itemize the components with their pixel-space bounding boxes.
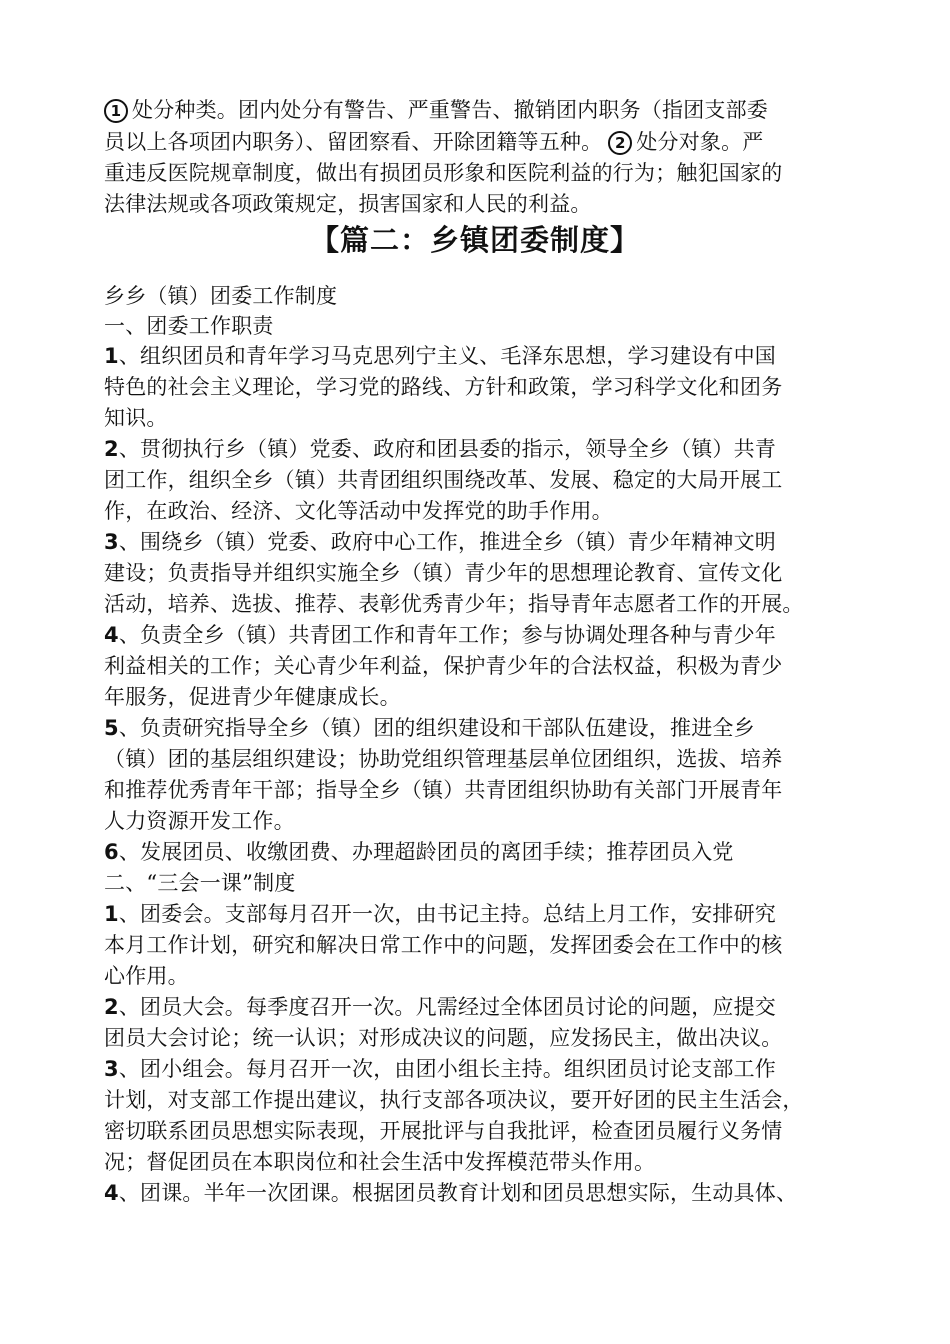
meeting-3-line-1: 3、团小组会。每月召开一次，由团小组长主持。组织团员讨论支部工作 bbox=[104, 1057, 777, 1081]
duty-5-line-3: 和推荐优秀青年干部；指导全乡（镇）共青团组织协助有关部门开展青年 bbox=[104, 778, 783, 802]
duty-5-line-4: 人力资源开发工作。 bbox=[104, 809, 295, 833]
duty-3-line-3: 活动，培养、选拔、推荐、表彰优秀青少年；指导青年志愿者工作的开展。 bbox=[104, 592, 804, 616]
intro-line-1 bbox=[104, 95, 874, 126]
intro-text: 处分对象。严 bbox=[636, 130, 764, 154]
duty-4-line-1: 4、负责全乡（镇）共青团工作和青年工作；参与协调处理各种与青少年 bbox=[104, 623, 777, 647]
intro-text: 处分种类。团内处分有警告、严重警告、撤销团内职务（指团支部委 bbox=[132, 98, 768, 122]
duty-2-line-2: 团工作，组织全乡（镇）共青团组织围绕改革、发展、稳定的大局开展工 bbox=[104, 468, 783, 492]
duty-4-line-2: 利益相关的工作；关心青少年利益，保护青少年的合法权益，积极为青少 bbox=[104, 654, 783, 678]
duty-1-line-1: 1、组织团员和青年学习马克思列宁主义、毛泽东思想，学习建设有中国 bbox=[104, 344, 777, 368]
meeting-3-line-4: 况；督促团员在本职岗位和社会生活中发挥模范带头作用。 bbox=[104, 1150, 656, 1174]
intro-line-3: 重违反医院规章制度，做出有损团员形象和医院利益的行为；触犯国家的 bbox=[104, 161, 783, 185]
section-heading: 【篇二：乡镇团委制度】 bbox=[309, 223, 640, 257]
duty-5-line-2: （镇）团的基层组织建设；协助党组织管理基层单位团组织，选拔、培养 bbox=[104, 747, 783, 771]
duty-5-line-1: 5、负责研究指导全乡（镇）团的组织建设和干部队伍建设，推进全乡 bbox=[104, 716, 755, 740]
section-title-duties: 一、团委工作职责 bbox=[104, 314, 274, 338]
duty-1-line-3: 知识。 bbox=[104, 406, 168, 430]
meeting-1-line-1: 1、团委会。支部每月召开一次，由书记主持。总结上月工作，安排研究 bbox=[104, 902, 777, 926]
doc-title: 乡乡（镇）团委工作制度 bbox=[104, 284, 338, 308]
circled-number-marker: 1 bbox=[104, 99, 128, 123]
section-title-meetings: 二、“三会一课”制度 bbox=[104, 871, 296, 895]
intro-line-2 bbox=[104, 127, 874, 158]
duty-4-line-3: 年服务，促进青少年健康成长。 bbox=[104, 685, 401, 709]
intro-text: 员以上各项团内职务）、留团察看、开除团籍等五种。 bbox=[104, 130, 603, 154]
meeting-2-line-1: 2、团员大会。每季度召开一次。凡需经过全体团员讨论的问题，应提交 bbox=[104, 995, 777, 1019]
duty-1-line-2: 特色的社会主义理论，学习党的路线、方针和政策，学习科学文化和团务 bbox=[104, 375, 783, 399]
meeting-2-line-2: 团员大会讨论；统一认识；对形成决议的问题，应发扬民主，做出决议。 bbox=[104, 1026, 783, 1050]
duty-2-line-1: 2、贯彻执行乡（镇）党委、政府和团县委的指示，领导全乡（镇）共青 bbox=[104, 437, 777, 461]
intro-line-4: 法律法规或各项政策规定，损害国家和人民的利益。 bbox=[104, 192, 592, 216]
circled-number-marker: 2 bbox=[608, 131, 632, 155]
duty-3-line-1: 3、围绕乡（镇）党委、政府中心工作，推进全乡（镇）青少年精神文明 bbox=[104, 530, 777, 554]
meeting-3-line-2: 计划，对支部工作提出建议，执行支部各项决议，要开好团的民主生活会， bbox=[104, 1088, 804, 1112]
duty-2-line-3: 作，在政治、经济、文化等活动中发挥党的助手作用。 bbox=[104, 499, 613, 523]
duty-6-line-1: 6、发展团员、收缴团费、办理超龄团员的离团手续；推荐团员入党 bbox=[104, 840, 734, 864]
meeting-1-line-3: 心作用。 bbox=[104, 964, 189, 988]
meeting-3-line-3: 密切联系团员思想实际表现，开展批评与自我批评，检查团员履行义务情 bbox=[104, 1119, 783, 1143]
meeting-4-line-1: 4、团课。半年一次团课。根据团员教育计划和团员思想实际，生动具体、 bbox=[104, 1181, 798, 1205]
duty-3-line-2: 建设；负责指导并组织实施全乡（镇）青少年的思想理论教育、宣传文化 bbox=[104, 561, 783, 585]
meeting-1-line-2: 本月工作计划，研究和解决日常工作中的问题，发挥团委会在工作中的核 bbox=[104, 933, 783, 957]
